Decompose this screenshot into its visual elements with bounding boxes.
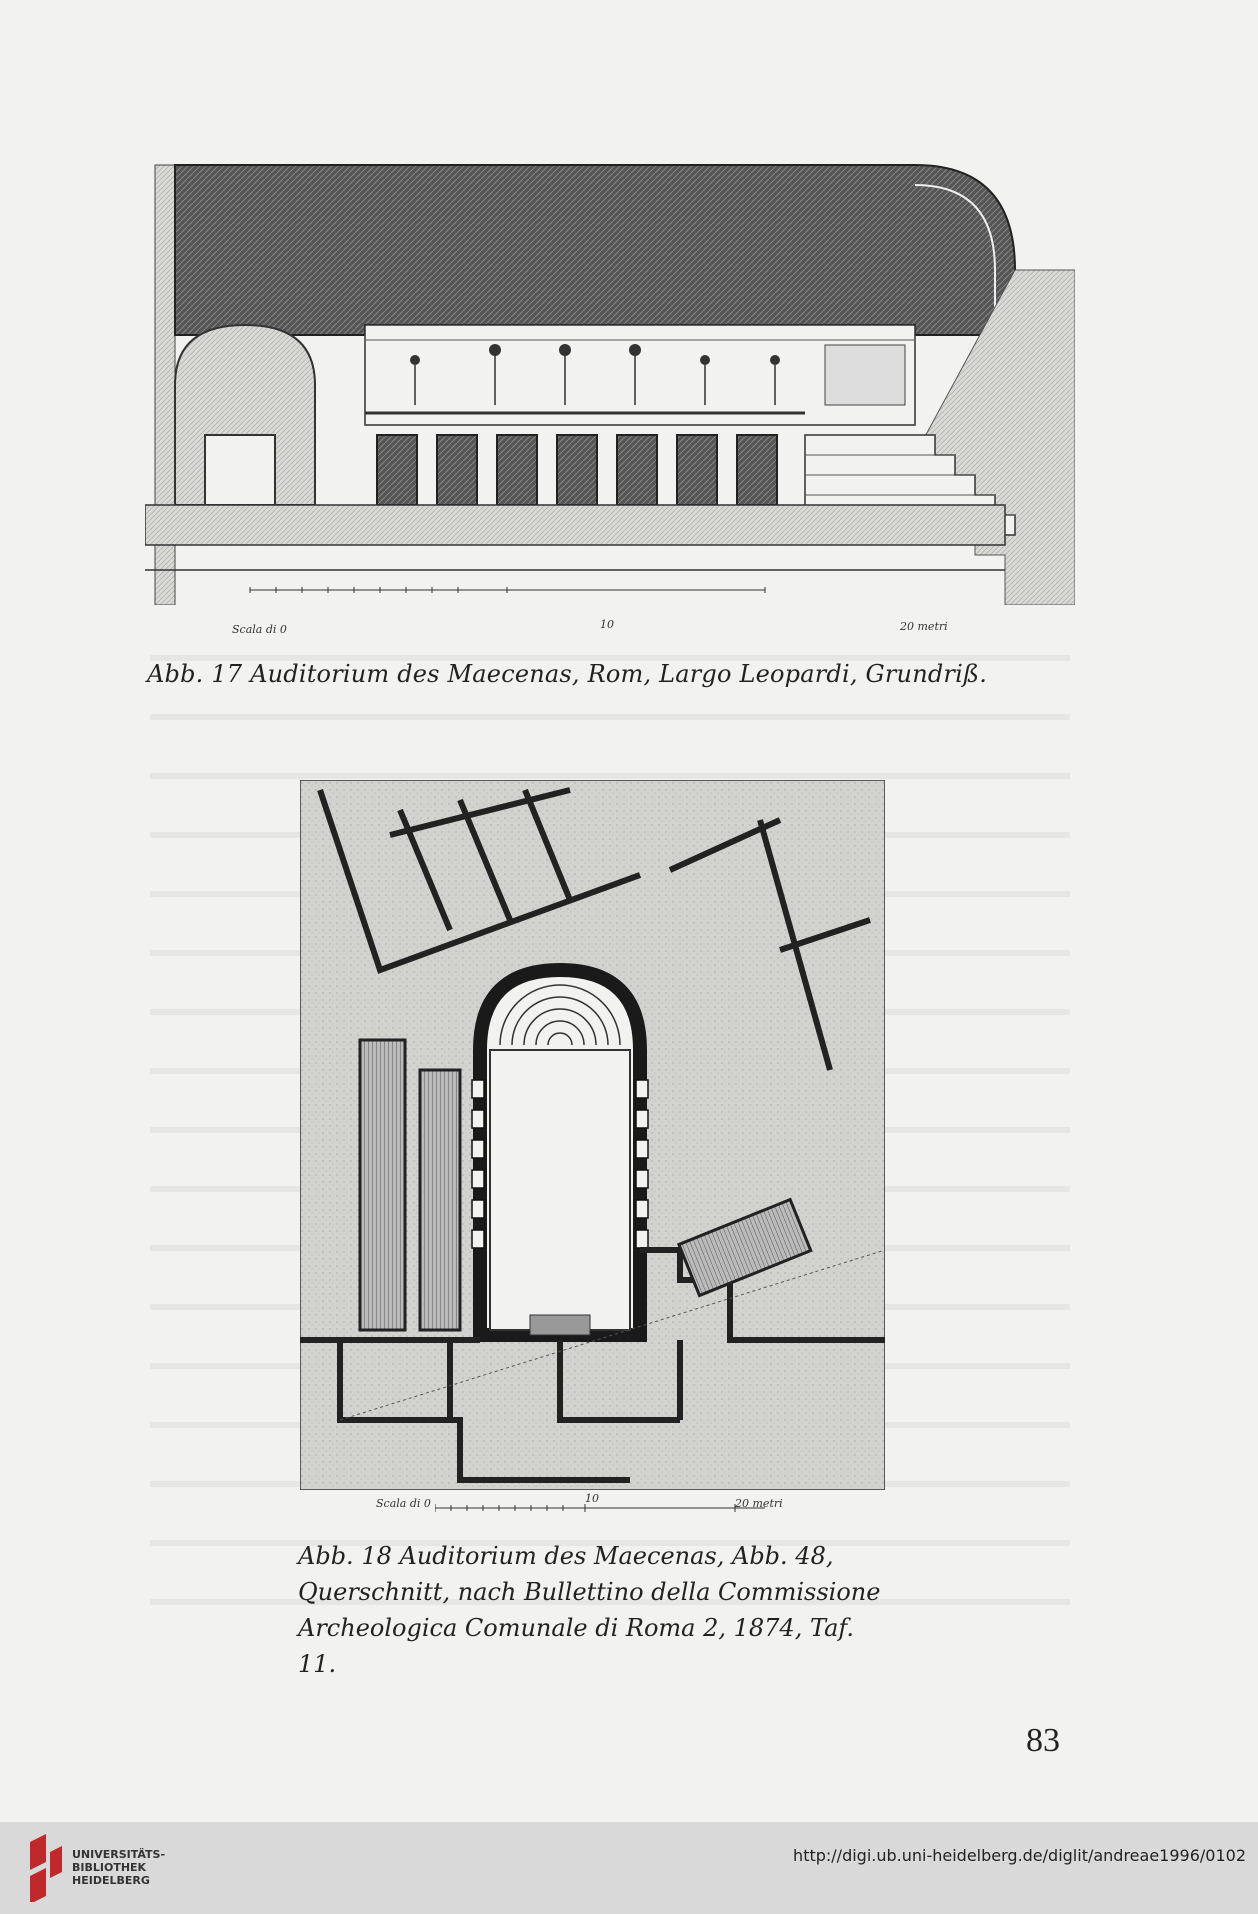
figure-17-scale-mid: 10 (600, 618, 614, 631)
figure-18-scale-bar (435, 1502, 765, 1514)
figure-17-cross-section (145, 155, 1075, 605)
page-number: 83 (1026, 1722, 1060, 1759)
figure-18-caption-line: Querschnitt, nach Bullettino della Commissione (298, 1578, 881, 1606)
footer-bar (0, 1822, 1258, 1914)
figure-18-floor-plan (300, 780, 885, 1490)
figure-18-scale-end: 20 metri (735, 1497, 783, 1510)
library-name-line: UNIVERSITÄTS- (72, 1848, 166, 1861)
figure-18-caption-line: Archeologica Comunale di Roma 2, 1874, Taf. 11. (298, 1614, 855, 1678)
permalink-url[interactable]: http://digi.ub.uni-heidelberg.de/diglit/andreae1996/0102 (793, 1846, 1246, 1865)
library-name-line: BIBLIOTHEK (72, 1861, 147, 1874)
university-library-logo-icon (26, 1832, 66, 1902)
library-name (72, 1848, 165, 1887)
figure-18-caption-line: Abb. 18 Auditorium des Maecenas, Abb. 48, (298, 1542, 834, 1570)
figure-18-scale-label: Scala di 0 (376, 1497, 431, 1510)
figure-18-caption (298, 1538, 898, 1682)
figure-17-scale-end: 20 metri (900, 620, 948, 633)
figure-17-caption: Abb. 17 Auditorium des Maecenas, Rom, Largo Leopardi, Grundriß. (147, 660, 988, 688)
figure-18-scale-mid: 10 (585, 1492, 599, 1505)
figure-17-scale-label: Scala di 0 (232, 623, 287, 636)
library-name-line: HEIDELBERG (72, 1874, 150, 1887)
